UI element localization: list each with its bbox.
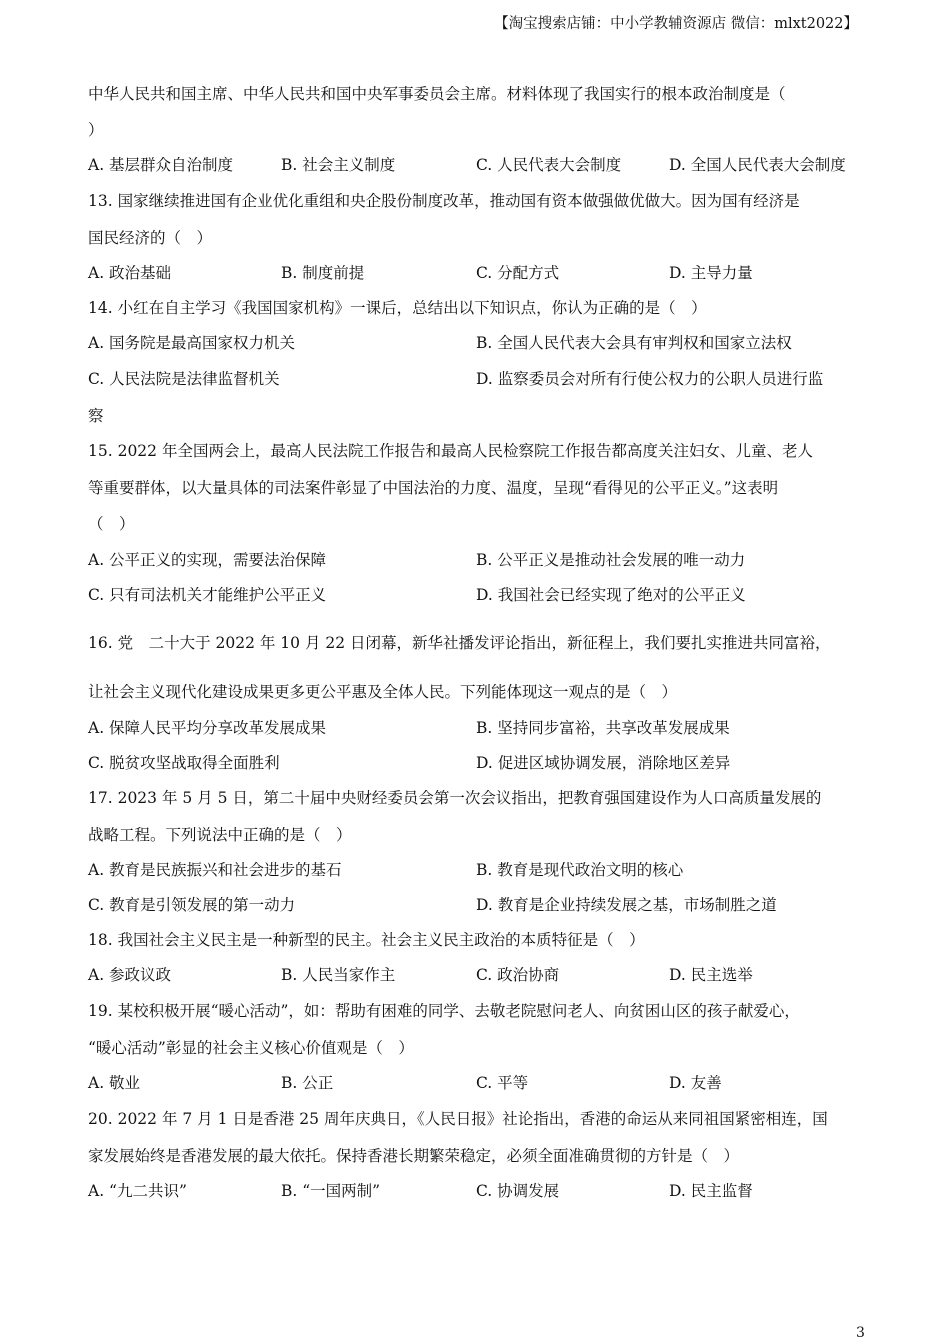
- intro-option-a: A. 基层群众自治制度: [88, 156, 234, 174]
- q19-line-1: 19. 某校积极开展“暖心活动”，如：帮助有困难的同学、去敬老院慰问老人、向贫困山区的孩子献爱心，: [88, 1002, 800, 1020]
- q20-line-1: 20. 2022 年 7 月 1 日是香港 25 周年庆典日，《人民日报》社论指出，香港的命运从来同祖国紧密相连，国: [88, 1110, 828, 1128]
- q18-line-1: 18. 我国社会主义民主是一种新型的民主。社会主义民主政治的本质特征是（ ）: [88, 931, 645, 949]
- page-number: 3: [856, 1325, 865, 1341]
- q18-option-c: C. 政治协商: [476, 966, 560, 984]
- q15-line-1: 15. 2022 年全国两会上，最高人民法院工作报告和最高人民检察院工作报告都高度关注妇女、儿童、老人: [88, 442, 813, 460]
- q14-option-d: D. 监察委员会对所有行使公权力的公职人员进行监: [476, 370, 824, 388]
- q14-option-a: A. 国务院是最高国家权力机关: [88, 334, 296, 352]
- intro-line-1: 中华人民共和国主席、中华人民共和国中央军事委员会主席。材料体现了我国实行的根本政治制度是（: [88, 85, 786, 103]
- intro-line-2: ）: [88, 121, 104, 139]
- q16-option-c: C. 脱贫攻坚战取得全面胜利: [88, 754, 280, 772]
- q16-line-1: 16. 党 二十大于 2022 年 10 月 22 日闭幕，新华社播发评论指出，新征程上，我们要扎实推进共同富裕，: [88, 634, 831, 652]
- q20-option-a: A. “九二共识”: [88, 1182, 187, 1200]
- q19-line-2: “暖心活动”彰显的社会主义核心价值观是（ ）: [88, 1039, 414, 1057]
- intro-option-c: C. 人民代表大会制度: [476, 156, 622, 174]
- q18-option-b: B. 人民当家作主: [281, 966, 396, 984]
- q20-option-d: D. 民主监督: [669, 1182, 753, 1200]
- q14-line-1: 14. 小红在自主学习《我国国家机构》一课后，总结出以下知识点，你认为正确的是（ ）: [88, 299, 707, 317]
- q19-option-b: B. 公正: [281, 1074, 334, 1092]
- q16-line-2: 让社会主义现代化建设成果更多更公平惠及全体人民。下列能体现这一观点的是（ ）: [88, 683, 678, 701]
- q19-option-a: A. 敬业: [88, 1074, 141, 1092]
- q15-option-c: C. 只有司法机关才能维护公平正义: [88, 586, 327, 604]
- intro-option-d: D. 全国人民代表大会制度: [669, 156, 846, 174]
- q20-option-b: B. “一国两制”: [281, 1182, 381, 1200]
- q13-line-2: 国民经济的（ ）: [88, 229, 213, 247]
- q15-line-3: （ ）: [88, 515, 135, 533]
- q13-option-a: A. 政治基础: [88, 264, 172, 282]
- q16-option-d: D. 促进区域协调发展，消除地区差异: [476, 754, 731, 772]
- q17-line-1: 17. 2023 年 5 月 5 日，第二十届中央财经委员会第一次会议指出，把教育强国建设作为人口高质量发展的: [88, 789, 822, 807]
- q17-option-a: A. 教育是民族振兴和社会进步的基石: [88, 861, 342, 879]
- q16-option-b: B. 坚持同步富裕，共享改革发展成果: [476, 719, 730, 737]
- q13-line-1: 13. 国家继续推进国有企业优化重组和央企股份制度改革，推动国有资本做强做优做大。因为国有经济是: [88, 192, 800, 210]
- q17-line-2: 战略工程。下列说法中正确的是（ ）: [88, 826, 352, 844]
- q17-option-d: D. 教育是企业持续发展之基，市场制胜之道: [476, 896, 777, 914]
- q13-option-b: B. 制度前提: [281, 264, 365, 282]
- q13-option-d: D. 主导力量: [669, 264, 753, 282]
- q15-option-b: B. 公平正义是推动社会发展的唯一动力: [476, 551, 746, 569]
- q20-line-2: 家发展始终是香港发展的最大依托。保持香港长期繁荣稳定，必须全面准确贯彻的方针是（ ）: [88, 1147, 740, 1165]
- q13-option-c: C. 分配方式: [476, 264, 560, 282]
- q17-option-c: C. 教育是引领发展的第一动力: [88, 896, 296, 914]
- q19-option-d: D. 友善: [669, 1074, 722, 1092]
- q14-option-d-wrap: 察: [88, 407, 104, 425]
- q14-option-c: C. 人民法院是法律监督机关: [88, 370, 280, 388]
- page-header: 【淘宝搜索店铺：中小学教辅资源店 微信：mlxt2022】: [494, 16, 858, 32]
- q17-option-b: B. 教育是现代政治文明的核心: [476, 861, 684, 879]
- q14-option-b: B. 全国人民代表大会具有审判权和国家立法权: [476, 334, 792, 352]
- intro-option-b: B. 社会主义制度: [281, 156, 396, 174]
- q19-option-c: C. 平等: [476, 1074, 529, 1092]
- q15-option-d: D. 我国社会已经实现了绝对的公平正义: [476, 586, 746, 604]
- q18-option-d: D. 民主选举: [669, 966, 753, 984]
- q15-option-a: A. 公平正义的实现，需要法治保障: [88, 551, 327, 569]
- q18-option-a: A. 参政议政: [88, 966, 172, 984]
- q15-line-2: 等重要群体，以大量具体的司法案件彰显了中国法治的力度、温度，呈现“看得见的公平正义。”这表明: [88, 479, 779, 497]
- q16-option-a: A. 保障人民平均分享改革发展成果: [88, 719, 327, 737]
- q20-option-c: C. 协调发展: [476, 1182, 560, 1200]
